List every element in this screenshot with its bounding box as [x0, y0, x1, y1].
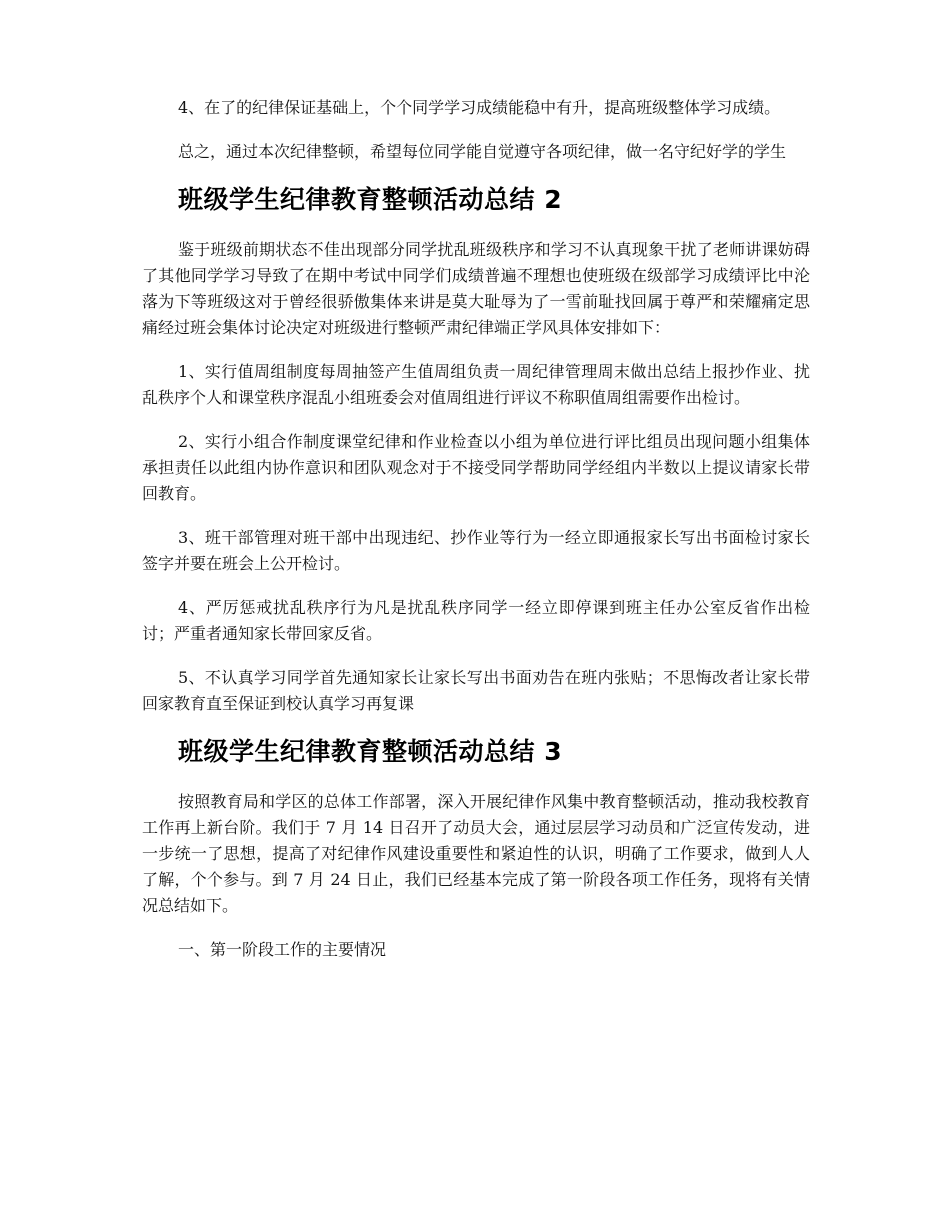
section-3	[142, 735, 810, 963]
paragraph: 5、不认真学习同学首先通知家长让家长写出书面劝告在班内张贴；不思悔改者让家长带回家教育直至保证到校认真学习再复课	[142, 668, 810, 713]
paragraph: 按照教育局和学区的总体工作部署，深入开展纪律作风集中教育整顿活动，推动我校教育工作再上新台阶。我们于 7 月 14 日召开了动员大会，通过层层学习动员和广泛宣传发动，进一步统一了思想，提高了对纪律作风建设重要性和紧迫性的认识，明确了工作要求，做到人人了解，个个参与。到 7 月 24 日止，我们已经基本完成了第一阶段各项工作任务，现将有关情况总结如下。	[142, 792, 810, 915]
paragraph: 4、在了的纪律保证基础上，个个同学学习成绩能稳中有升，提高班级整体学习成绩。	[178, 98, 781, 117]
paragraph: 鉴于班级前期状态不佳出现部分同学扰乱班级秩序和学习不认真现象干扰了老师讲课妨碍了其他同学学习导致了在期中考试中同学们成绩普遍不理想也使班级在级部学习成绩评比中沦落为下等班级这对于曾经很骄傲集体来讲是莫大耻辱为了一雪前耻找回属于尊严和荣耀痛定思痛经过班会集体讨论决定对班级进行整顿严肃纪律端正学风具体安排如下：	[142, 240, 810, 337]
intro-section	[142, 95, 810, 165]
paragraph: 3、班干部管理对班干部中出现违纪、抄作业等行为一经立即通报家长写出书面检讨家长签字并要在班会上公开检讨。	[142, 528, 810, 573]
paragraph: 一、第一阶段工作的主要情况	[178, 940, 387, 959]
document-body	[142, 95, 810, 981]
paragraph: 总之，通过本次纪律整顿，希望每位同学能自觉遵守各项纪律，做一名守纪好学的学生	[178, 142, 787, 161]
section-2	[142, 183, 810, 717]
paragraph: 1、实行值周组制度每周抽签产生值周组负责一周纪律管理周末做出总结上报抄作业、扰乱秩序个人和课堂秩序混乱小组班委会对值周组进行评议不称职值周组需要作出检讨。	[142, 362, 810, 407]
paragraph: 2、实行小组合作制度课堂纪律和作业检查以小组为单位进行评比组员出现问题小组集体承担责任以此组内协作意识和团队观念对于不接受同学帮助同学经组内半数以上提议请家长带回教育。	[142, 432, 810, 503]
section-heading: 班级学生纪律教育整顿活动总结 2	[178, 185, 563, 214]
paragraph: 4、严厉惩戒扰乱秩序行为凡是扰乱秩序同学一经立即停课到班主任办公室反省作出检讨；严重者通知家长带回家反省。	[142, 598, 810, 643]
section-heading: 班级学生纪律教育整顿活动总结 3	[178, 737, 563, 766]
